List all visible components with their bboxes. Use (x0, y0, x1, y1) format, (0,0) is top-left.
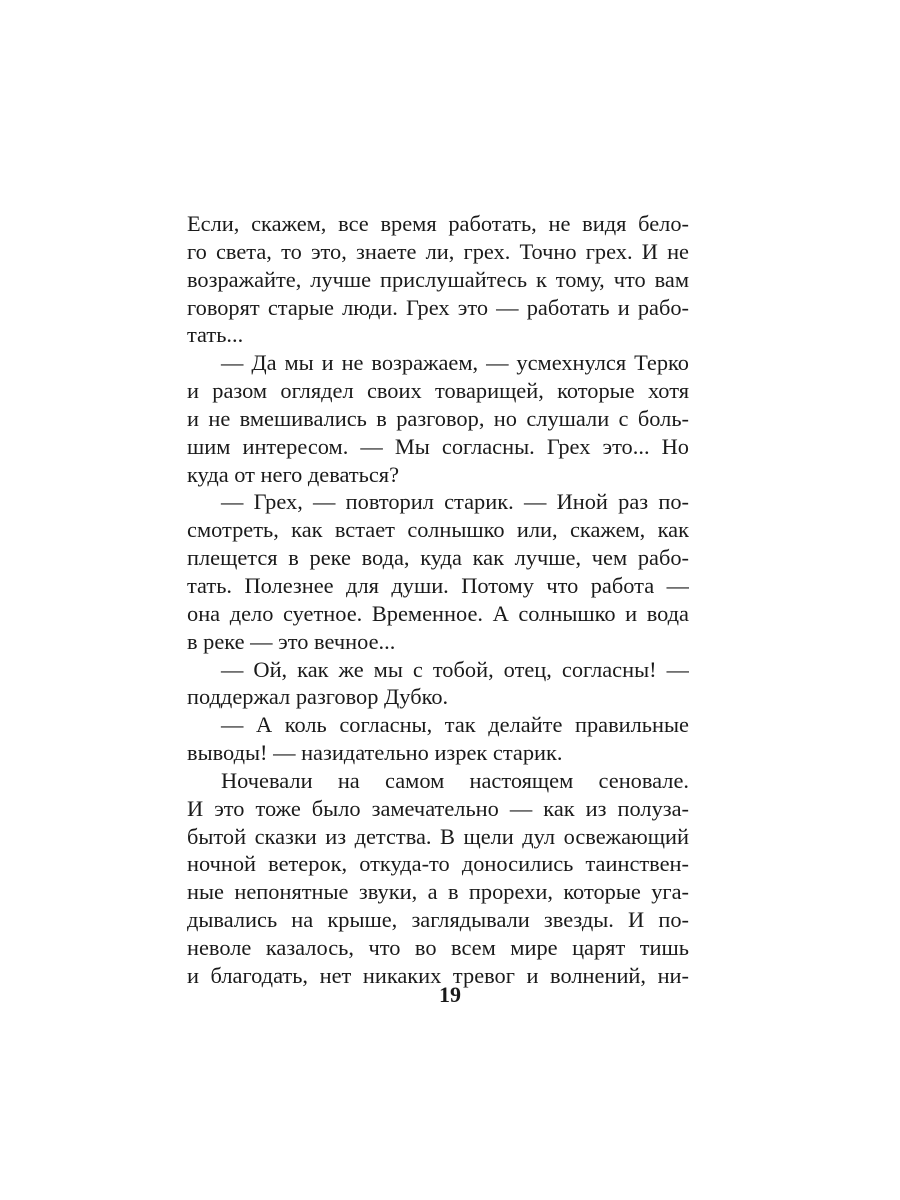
text-line: выводы! — назидательно изрек старик. (187, 740, 563, 766)
text-line: она дело суетное. Временное. А солнышко и вода (187, 600, 689, 626)
text-line: тать... (187, 322, 244, 348)
text-line: говорят старые люди. Грех это — работать и рабо- (187, 294, 689, 320)
text-line: — Ой, как же мы с тобой, отец, согласны! — (221, 656, 689, 682)
text-line: неволе казалось, что во всем мире царят тишь (187, 934, 689, 960)
text-line: шим интересом. — Мы согласны. Грех это... Но (187, 433, 689, 459)
text-line: и не вмешивались в разговор, но слушали с боль- (187, 405, 689, 431)
text-line: возражайте, лучше прислушайтесь к тому, что вам (187, 266, 689, 292)
text-line: ночной ветерок, откуда-то доносились таинствен- (187, 851, 689, 877)
text-line: в реке — это вечное... (187, 628, 396, 654)
text-line: го света, то это, знаете ли, грех. Точно грех. И не (187, 238, 689, 264)
text-line: и разом оглядел своих товарищей, которые хотя (187, 378, 689, 404)
text-line: — Да мы и не возражаем, — усмехнулся Терко (221, 350, 689, 376)
text-line: тать. Полезнее для души. Потому что работа — (187, 572, 689, 598)
text-line: И это тоже было замечательно — как из полуза- (187, 795, 689, 821)
page-number: 19 (439, 982, 461, 1007)
text-line: куда от него деваться? (187, 461, 400, 487)
text-line: бытой сказки из детства. В щели дул освежающий (187, 823, 689, 849)
text-line: и благодать, нет никаких тревог и волнений, ни- (187, 962, 689, 988)
text-line: ные непонятные звуки, а в прорехи, которые уга- (187, 879, 689, 905)
text-line: — А коль согласны, так делайте правильные (221, 712, 689, 738)
text-line: Если, скажем, все время работать, не видя бело- (187, 211, 689, 236)
text-line: — Грех, — повторил старик. — Иной раз по- (221, 489, 689, 515)
text-line: дывались на крыше, заглядывали звезды. И по- (187, 907, 689, 933)
text-line: смотреть, как встает солнышко или, скажем, как (187, 517, 689, 543)
text-line: плещется в реке вода, куда как лучше, чем рабо- (187, 545, 689, 571)
text-line: Ночевали на самом настоящем сеновале. (221, 767, 689, 793)
body-text (187, 210, 689, 990)
text-line: поддержал разговор Дубко. (187, 684, 449, 710)
